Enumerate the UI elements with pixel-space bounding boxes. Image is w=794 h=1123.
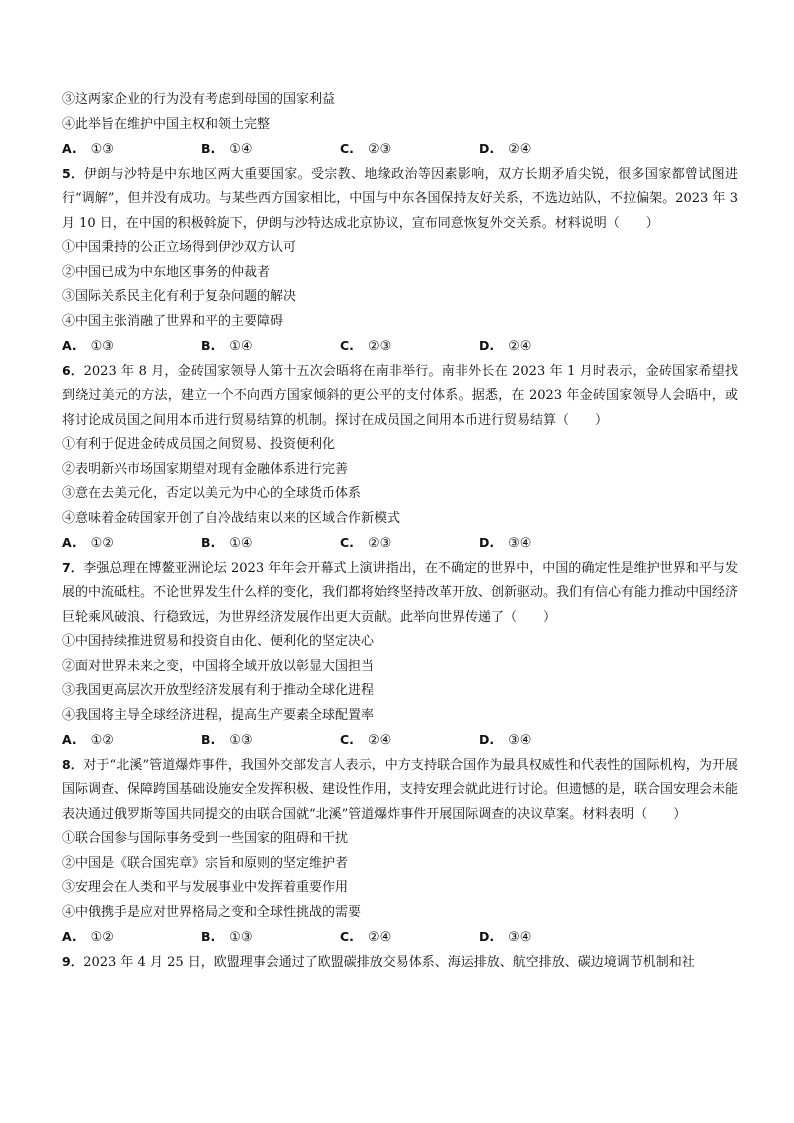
answer-options [62,137,738,162]
option-a: A. ①② [62,535,114,551]
option-d: D. ②④ [479,141,532,157]
option-c: C. ②④ [340,929,392,945]
question-number: 9． [62,953,84,969]
statement-item: ③安理会在人类和平与发展事业中发挥着重要作用 [62,880,349,895]
question-stem: 9．2023 年 4 月 25 日，欧盟理事会通过了欧盟碳排放交易体系、海运排放、航空排放、碳边境调节机制和社 [62,953,695,970]
statement-item: ①联合国参与国际事务受到一些国家的阻碍和干扰 [62,831,349,846]
option-a: A. ①③ [62,338,114,354]
option-d: D. ③④ [479,535,532,551]
statement-item: ②中国是《联合国宪章》宗旨和原则的坚定维护者 [62,855,349,871]
option-a: A. ①② [62,929,114,945]
question-number: 6． [62,362,84,378]
answer-options [62,728,738,753]
question-stem: 6．2023 年 8 月，金砖国家领导人第十五次会晤将在南非举行。南非外长在 2023 年 1 月时表示，金砖国家希望找到绕过美元的方法，建立一个不向西方国家倾斜的更公平的支付体系。据悉，在 2023 年金砖国家领导人会晤中，或将讨论成员国之间用本币进行贸易结算的机制。探讨在成员国之间用本币进行贸易结算（ ） [62,362,739,428]
option-a: A. ①③ [62,141,114,157]
statement-item: ④此举旨在维护中国主权和领土完整 [62,116,271,132]
option-b: B. ①③ [201,732,253,748]
statement-item: ①有利于促进金砖成员国之间贸易、投资便利化 [62,437,336,452]
statement-item: ②面对世界未来之变，中国将全域开放以彰显大国担当 [62,658,375,674]
option-c: C. ②④ [340,732,392,748]
answer-options [62,925,738,950]
statement-item: ①中国持续推进贸易和投资自由化、便利化的坚定决心 [62,634,375,649]
statement-item: ④中俄携手是应对世界格局之变和全球性挑战的需要 [62,904,362,920]
option-b: B. ①④ [201,535,253,551]
statement-item: ④中国主张消融了世界和平的主要障碍 [62,313,284,329]
question-number: 7． [62,559,84,575]
exam-page [62,88,738,974]
statement-item: ②中国已成为中东地区事务的仲裁者 [62,264,271,280]
statement-item: ③意在去美元化，否定以美元为中心的全球货币体系 [62,486,362,501]
statement-item: ①中国秉持的公正立场得到伊沙双方认可 [62,240,297,255]
option-d: D. ③④ [479,929,532,945]
statement-item: ③这两家企业的行为没有考虑到母国的国家利益 [62,92,336,107]
option-c: C. ②③ [340,535,392,551]
statement-item: ②表明新兴市场国家期望对现有金融体系进行完善 [62,461,349,477]
question-number: 8． [62,756,84,772]
option-a: A. ①② [62,732,114,748]
question-number: 5． [62,165,84,181]
statement-item: ④我国将主导全球经济进程，提高生产要素全球配置率 [62,707,375,723]
statement-item: ③我国更高层次开放型经济发展有利于推动全球化进程 [62,683,375,698]
question-stem: 5．伊朗与沙特是中东地区两大重要国家。受宗教、地缘政治等因素影响，双方长期矛盾尖锐，很多国家都曾试图进行“调解”，但并没有成功。与某些西方国家相比，中国与中东各国保持友好关系，不选边站队，不拉偏架。2023 年 3 月 10 日，在中国的积极斡旋下，伊朗与沙特达成北京协议，宣布同意恢复外交关系。材料说明（ ） [62,165,738,231]
option-b: B. ①③ [201,929,253,945]
option-d: D. ③④ [479,732,532,748]
answer-options [62,334,738,359]
question-stem: 7．李强总理在博鳌亚洲论坛 2023 年年会开幕式上演讲指出，在不确定的世界中，中国的确定性是维护世界和平与发展的中流砥柱。不论世界发生什么样的变化，我们都将始终坚持改革开放、创新驱动。我们有信心有能力推动中国经济巨轮乘风破浪、行稳致远，为世界经济发展作出更大贡献。此举向世界传递了（ ） [62,559,739,625]
answer-options [62,531,738,556]
option-b: B. ①④ [201,338,253,354]
option-c: C. ②③ [340,338,392,354]
statement-item: ③国际关系民主化有利于复杂问题的解决 [62,289,297,304]
statement-item: ④意味着金砖国家开创了自冷战结束以来的区域合作新模式 [62,510,401,526]
option-b: B. ①④ [201,141,253,157]
option-d: D. ②④ [479,338,532,354]
question-stem: 8．对于“北溪”管道爆炸事件，我国外交部发言人表示，中方支持联合国作为最具权威性和代表性的国际机构，为开展国际调查、保障跨国基础设施安全发挥积极、建设性作用，支持安理会就此进行讨论。但遗憾的是，联合国安理会未能表决通过俄罗斯等国共同提交的由联合国就“北溪”管道爆炸事件开展国际调查的决议草案。材料表明（ ） [62,756,739,822]
option-c: C. ②③ [340,141,392,157]
